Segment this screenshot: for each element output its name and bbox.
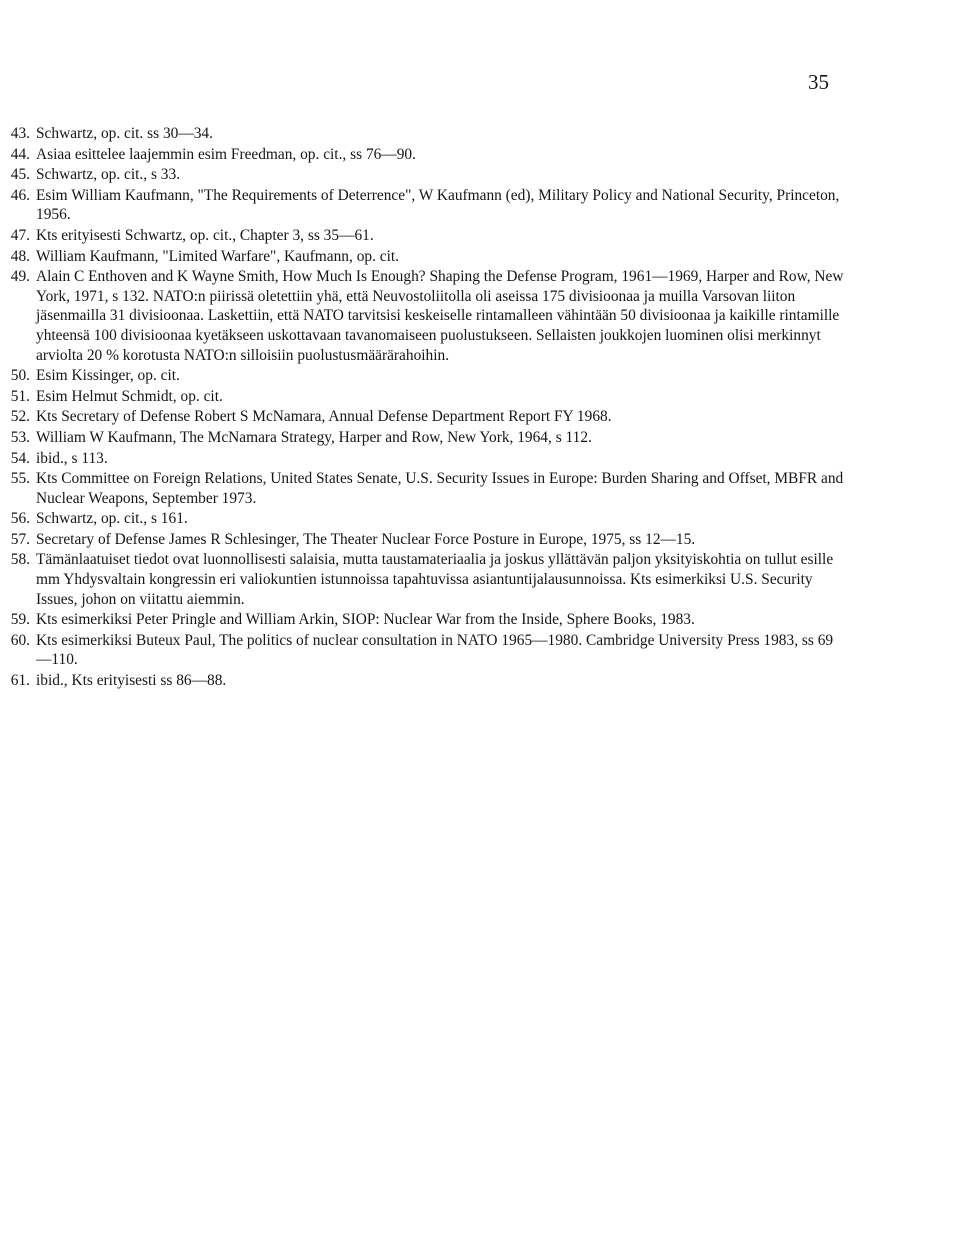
page-number: 35 xyxy=(808,70,829,94)
endnote-item xyxy=(0,407,848,427)
endnote-number: 50. xyxy=(10,367,30,385)
endnote-number: 60. xyxy=(10,631,30,649)
endnote-number: 49. xyxy=(10,268,30,286)
endnote-item xyxy=(0,387,848,407)
endnote-number: 43. xyxy=(10,125,30,142)
endnote-text: Schwartz, op. cit., s 33. xyxy=(36,166,181,184)
endnote-number: 47. xyxy=(10,226,30,244)
endnote-text: Alain C Enthoven and K Wayne Smith, How Much Is Enough? Shaping the Defense Program, 1961—1969, Harper and Row, New York, 1971, s 132. NATO:n piirissä oletettiin yhä, että Neuvostoliitolla oli aseissa 175 divisioonaa ja muilla Varsovan liiton jäsenmailla 31 divisioonaa. Laskettiin, että NATO tarvitsisi keskeiselle rintamalleen vähintään 50 divisioonaa ja kaikille rintamille yhteensä 100 divisioonaa kyetäkseen uskottavaan tavanomaiseen puolustukseen. Sellaisten joukkojen luominen olisi merkinnyt arviolta 20 % korotusta NATO:n silloisiin puolustusmäärärahoihin. xyxy=(36,268,844,364)
endnote-item xyxy=(0,671,848,691)
endnote-text: ibid., Kts erityisesti ss 86—88. xyxy=(36,672,227,690)
endnote-number: 44. xyxy=(10,145,30,163)
endnote-item xyxy=(0,226,848,246)
endnote-number: 51. xyxy=(10,387,30,405)
endnote-item xyxy=(0,449,848,469)
endnote-text: Esim Kissinger, op. cit. xyxy=(36,367,180,385)
endnote-item xyxy=(0,267,848,365)
endnote-text: Kts erityisesti Schwartz, op. cit., Chapter 3, ss 35—61. xyxy=(36,226,374,244)
endnote-number: 52. xyxy=(10,408,30,426)
endnote-text: Schwartz, op. cit., s 161. xyxy=(36,510,188,528)
endnote-item xyxy=(0,165,848,185)
endnote-text: Schwartz, op. cit. ss 30—34. xyxy=(36,125,213,142)
endnote-number: 56. xyxy=(10,510,30,528)
endnotes-list xyxy=(0,124,960,692)
endnote-item xyxy=(0,366,848,386)
endnote-number: 46. xyxy=(10,186,30,204)
endnote-item xyxy=(0,186,848,225)
endnote-number: 61. xyxy=(10,672,30,690)
endnote-text: Secretary of Defense James R Schlesinger, The Theater Nuclear Force Posture in Europe, 1975, ss 12—15. xyxy=(36,530,696,548)
endnote-text: Kts Secretary of Defense Robert S McNamara, Annual Defense Department Report FY 1968. xyxy=(36,408,612,426)
endnote-item xyxy=(0,247,848,267)
endnote-number: 45. xyxy=(10,166,30,184)
endnote-item xyxy=(0,145,848,165)
endnote-item xyxy=(0,631,848,670)
endnote-number: 53. xyxy=(10,428,30,446)
endnote-item xyxy=(0,550,848,609)
endnote-item xyxy=(0,530,848,550)
endnote-number: 58. xyxy=(10,551,30,569)
endnote-text: ibid., s 113. xyxy=(36,449,108,467)
endnote-text: Kts Committee on Foreign Relations, United States Senate, U.S. Security Issues in Europe: Burden Sharing and Offset, MBFR and Nuclear Weapons, September 1973. xyxy=(36,470,844,507)
endnote-text: Esim William Kaufmann, "The Requirements of Deterrence", W Kaufmann (ed), Military Policy and National Security, Princeton, 1956. xyxy=(36,186,840,224)
endnote-text: Esim Helmut Schmidt, op. cit. xyxy=(36,387,223,405)
endnote-number: 57. xyxy=(10,530,30,548)
endnote-text: Kts esimerkiksi Peter Pringle and William Arkin, SIOP: Nuclear War from the Inside, Sphere Books, 1983. xyxy=(36,611,695,629)
endnote-text: Kts esimerkiksi Buteux Paul, The politics of nuclear consultation in NATO 1965—1980. Cambridge University Press 1983, ss 69—110. xyxy=(36,631,834,669)
endnote-number: 48. xyxy=(10,247,30,265)
endnote-item xyxy=(0,124,848,144)
endnote-number: 54. xyxy=(10,449,30,467)
endnote-number: 59. xyxy=(10,611,30,629)
endnote-text: Tämänlaatuiset tiedot ovat luonnollisesti salaisia, mutta taustamateriaalia ja joskus yllättävän paljon yksityiskohtia on tullut esille mm Yhdysvaltain kongressin eri valiokuntien istunnoissa tapahtuvissa asiantuntijalausunnoissa. Kts esimerkiksi U.S. Security Issues, johon on viitattu aiemmin. xyxy=(36,551,834,608)
endnote-item xyxy=(0,469,848,508)
endnote-text: William Kaufmann, "Limited Warfare", Kaufmann, op. cit. xyxy=(36,247,400,265)
endnote-item xyxy=(0,509,848,529)
endnote-item xyxy=(0,610,848,630)
endnote-text: William W Kaufmann, The McNamara Strategy, Harper and Row, New York, 1964, s 112. xyxy=(36,428,592,446)
endnote-text: Asiaa esittelee laajemmin esim Freedman, op. cit., ss 76—90. xyxy=(36,145,416,163)
endnote-number: 55. xyxy=(10,470,30,488)
endnote-item xyxy=(0,428,848,448)
